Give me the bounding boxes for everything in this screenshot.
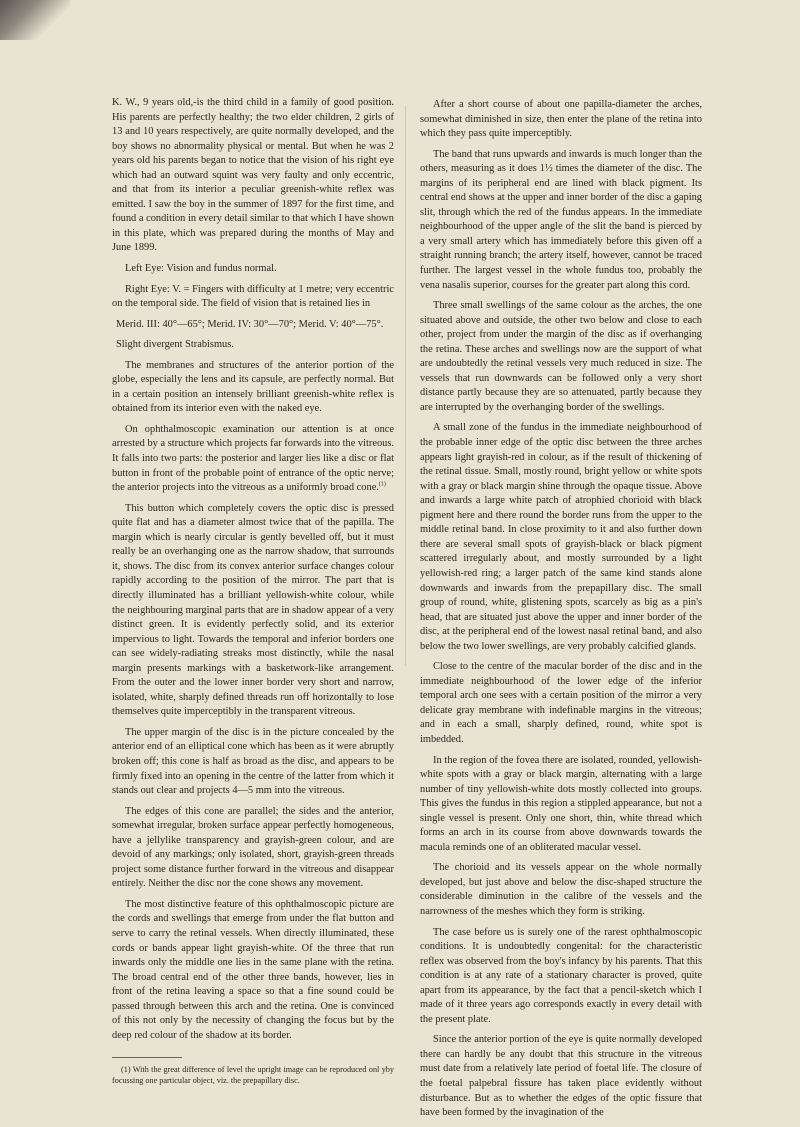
paragraph: Slight divergent Strabismus. — [116, 339, 234, 351]
paragraph: The chorioid and its vessels appear on the whole normally developed, but just above and below the disc-shaped structure the considerable diminution in the calibre of the vessels and the narrowness of the meshes which they form is striking. — [420, 862, 702, 917]
paragraph: K. W., 9 years old,-is the third child in a family of good position. His parents are perfectly healthy; the two elder children, 2 girls of 13 and 10 years respectively, are quite normally developed, and the boy shows no abnormality physical or mental. But when he was 2 years old his parents began to notice that the vision of his right eye which had an outward squint was very faulty and only eccentric, and that from its interior a peculiar greenish-white reflex was emitted. I saw the boy in the summer of 1897 for the first time, and found a condition in every detail similar to that which I have shown in this plate, which was prepared during the months of May and June 1899. — [112, 97, 394, 254]
footnote-rule — [112, 1057, 182, 1058]
right-column — [420, 98, 702, 1127]
paragraph: Merid. III: 40°—65°; Merid. IV: 30°—70°; Merid. V: 40°—75°. — [116, 318, 384, 330]
paragraph: The band that runs upwards and inwards is much longer than the others, measuring as it does 1½ times the diameter of the disc. The margins of its peripheral end are lined with black pigment. Its central end shows at the upper and inner border of the disc a gaping slit, through which the red of the fundus appears. In the immediate neighbourhood of the upper angle of the slit the band is pierced by a very small artery which has immediately before this given off a straight running branch; the artery itself, however, cannot be traced further. The largest vessel in the whole fundus too, probably the vena nasalis superior, courses for the greater part along this cord. — [420, 148, 702, 291]
left-column — [112, 96, 394, 1086]
paragraph: The upper margin of the disc is in the picture concealed by the anterior end of an elliptical cone which has been as it were abruptly broken off; this cone is half as broad as the disc, and appears to be firmly fixed into an opening in the centre of the latter from which it stands out clear and projects 4—5 mm into the vitreous. — [112, 726, 394, 797]
footnote-reference: (1) — [378, 481, 386, 488]
paragraph: The case before us is surely one of the rarest ophthalmoscopic conditions. It is undoubtedly congenital: for the characteristic reflex was observed from the boy's infancy by his parents. That this condition is at any rate of a stationary character is proved, quite apart from its appearance, by the fact that a pencil-sketch which I made of it three years ago corresponds exactly in every detail with the present plate. — [420, 926, 702, 1025]
footnote-text: With the great difference of level the upright image can be reproduced onl yby focussing one particular object, viz. the prepapillary disc. — [112, 1065, 394, 1086]
footnote-marker: (1) — [121, 1065, 131, 1075]
column-divider — [405, 106, 406, 666]
paragraph: A small zone of the fundus in the immediate neighbourhood of the probable inner edge of the optic disc between the three arches appears light grayish-red in colour, as if the result of thickening of the retinal tissue. Small, mostly round, bright yellow or white spots with a gray or black margin shine through the opaque tissue. Above and inwards a large white patch of atrophied chorioid with black pigment here and there round the border runs from the upper to the middle retinal band. In close proximity to it and also further down there are several small spots of grayish-black or black pigment scattered irregularly about, and mostly surrounded by a light yellowish-red ring; a larger patch of the same kind stands alone downwards and inwards from the prepapillary disc. The small group of round, white, glistening spots, scarcely as big as a pin's head, that are situated just above the upper and inner border of the disc, at the peripheral end of the lowest nasal retinal band, and also below the two lower swellings, are very probably calcified glands. — [420, 422, 702, 652]
paragraph: In the region of the fovea there are isolated, rounded, yellowish-white spots with a gray or black margin, alternating with a large number of tiny yellowish-white dots mostly collected into groups. This gives the fundus in this region a stippled appearance, but not a single vessel is present. Only one short, thin, white thread which forms an arch in its course from above downwards towards the macula reminds one of an obliterated macular vessel. — [420, 754, 702, 853]
paragraph: Right Eye: V. = Fingers with difficulty at 1 metre; very eccentric on the temporal side. The field of vision that is retained lies in — [112, 283, 394, 310]
paragraph: Close to the centre of the macular border of the disc and in the immediate neighbourhood of the lower edge of the inferior temporal arch one sees with a certain position of the mirror a very delicate gray membrane with indefinable margins in the vitreous; and in each a small, sharply defined, round, white spot is imbedded. — [420, 661, 702, 745]
paragraph-text: On ophthalmoscopic examination our attention is at once arrested by a structure which projects far forwards into the vitreous. It falls into two parts: the posterior and larger lies like a disc or flat button in front of the probable point of entrance of the optic nerve; the anterior projects into the vitreous as a uniformly broad cone. — [112, 423, 394, 494]
paragraph: The most distinctive feature of this ophthalmoscopic picture are the cords and swellings that emerge from under the flat button and serve to carry the retinal vessels. When directly illuminated, these cords or bands appear light grayish-white. Of the three that run inwards only the middle one lies in the same plane with the retina. The broad central end of the other three bands, however, lies in front of the retina leaving a space so that a fine sound could be passed through between this arch and the retina. One is convinced of this not only by the necessity of changing the focus but by the deep red colour of the shadow at its border. — [112, 898, 394, 1041]
paragraph: After a short course of about one papilla-diameter the arches, somewhat diminished in size, then enter the plane of the retina into which they pass quite imperceptibly. — [420, 99, 702, 140]
paragraph: Three small swellings of the same colour as the arches, the one situated above and outside, the other two below and close to each other, project from under the margin of the disc as if overhanging the retina. These arches and swellings now are the support of what are undoubtedly the retinal vessels very much reduced in size. The vessels that run downwards can be followed only a very short distance partly because they are so attenuated, partly because they are interrupted by the overhanging border of the swellings. — [420, 300, 702, 413]
paragraph: The membranes and structures of the anterior portion of the globe, especially the lens and its capsule, are perfectly normal. But in a certain position an intensely brilliant greenish-white reflex is obtained from its interior even with the naked eye. — [112, 359, 394, 415]
paragraph: Since the anterior portion of the eye is quite normally developed there can hardly be any doubt that this structure in the vitreous must date from a relatively late period of foetal life. The closure of the foetal palpebral fissure has taken place evidently without disturbance. But as to whether the edges of the optic fissure that have been formed by the invagination of the — [420, 1034, 702, 1119]
document-page — [112, 96, 712, 1119]
page-corner-shadow — [0, 0, 70, 40]
paragraph: This button which completely covers the optic disc is pressed quite flat and has a diameter almost twice that of the papilla. The margin which is nearly circular is gently bevelled off, but it must really be an overhanging one as the narrow shadow, that surrounds it, shows. The disc from its convex anterior surface changes colour rapidly according to the position of the mirror. The part that is directly illuminated has a brilliant yellowish-white colour, while the neighbouring marginal parts that are in shadow appear of a very distinct green. It is evidently perfectly solid, and its exterior impervious to light. Towards the temporal and inferior borders one can see widely-radiating streaks most distinctly, while the nasal margin presents markings with a basketwork-like arrangement. From the outer and the lower inner border very short and narrow, isolated, white, sharply defined threads run off horizontally to lose themselves quite imperceptibly in the transparent vitreous. — [112, 502, 394, 718]
paragraph: Left Eye: Vision and fundus normal. — [125, 263, 277, 275]
paragraph: The edges of this cone are parallel; the sides and the anterior, somewhat irregular, broken surface appear perfectly homogeneous, have a jellylike transparency and grayish-green colour, and are devoid of any markings; only isolated, short, grayish-green threads project some distance further forward in the vitreous and disappear entirely. Neither the disc nor the cone shows any movement. — [112, 805, 394, 890]
paragraph — [112, 423, 394, 496]
